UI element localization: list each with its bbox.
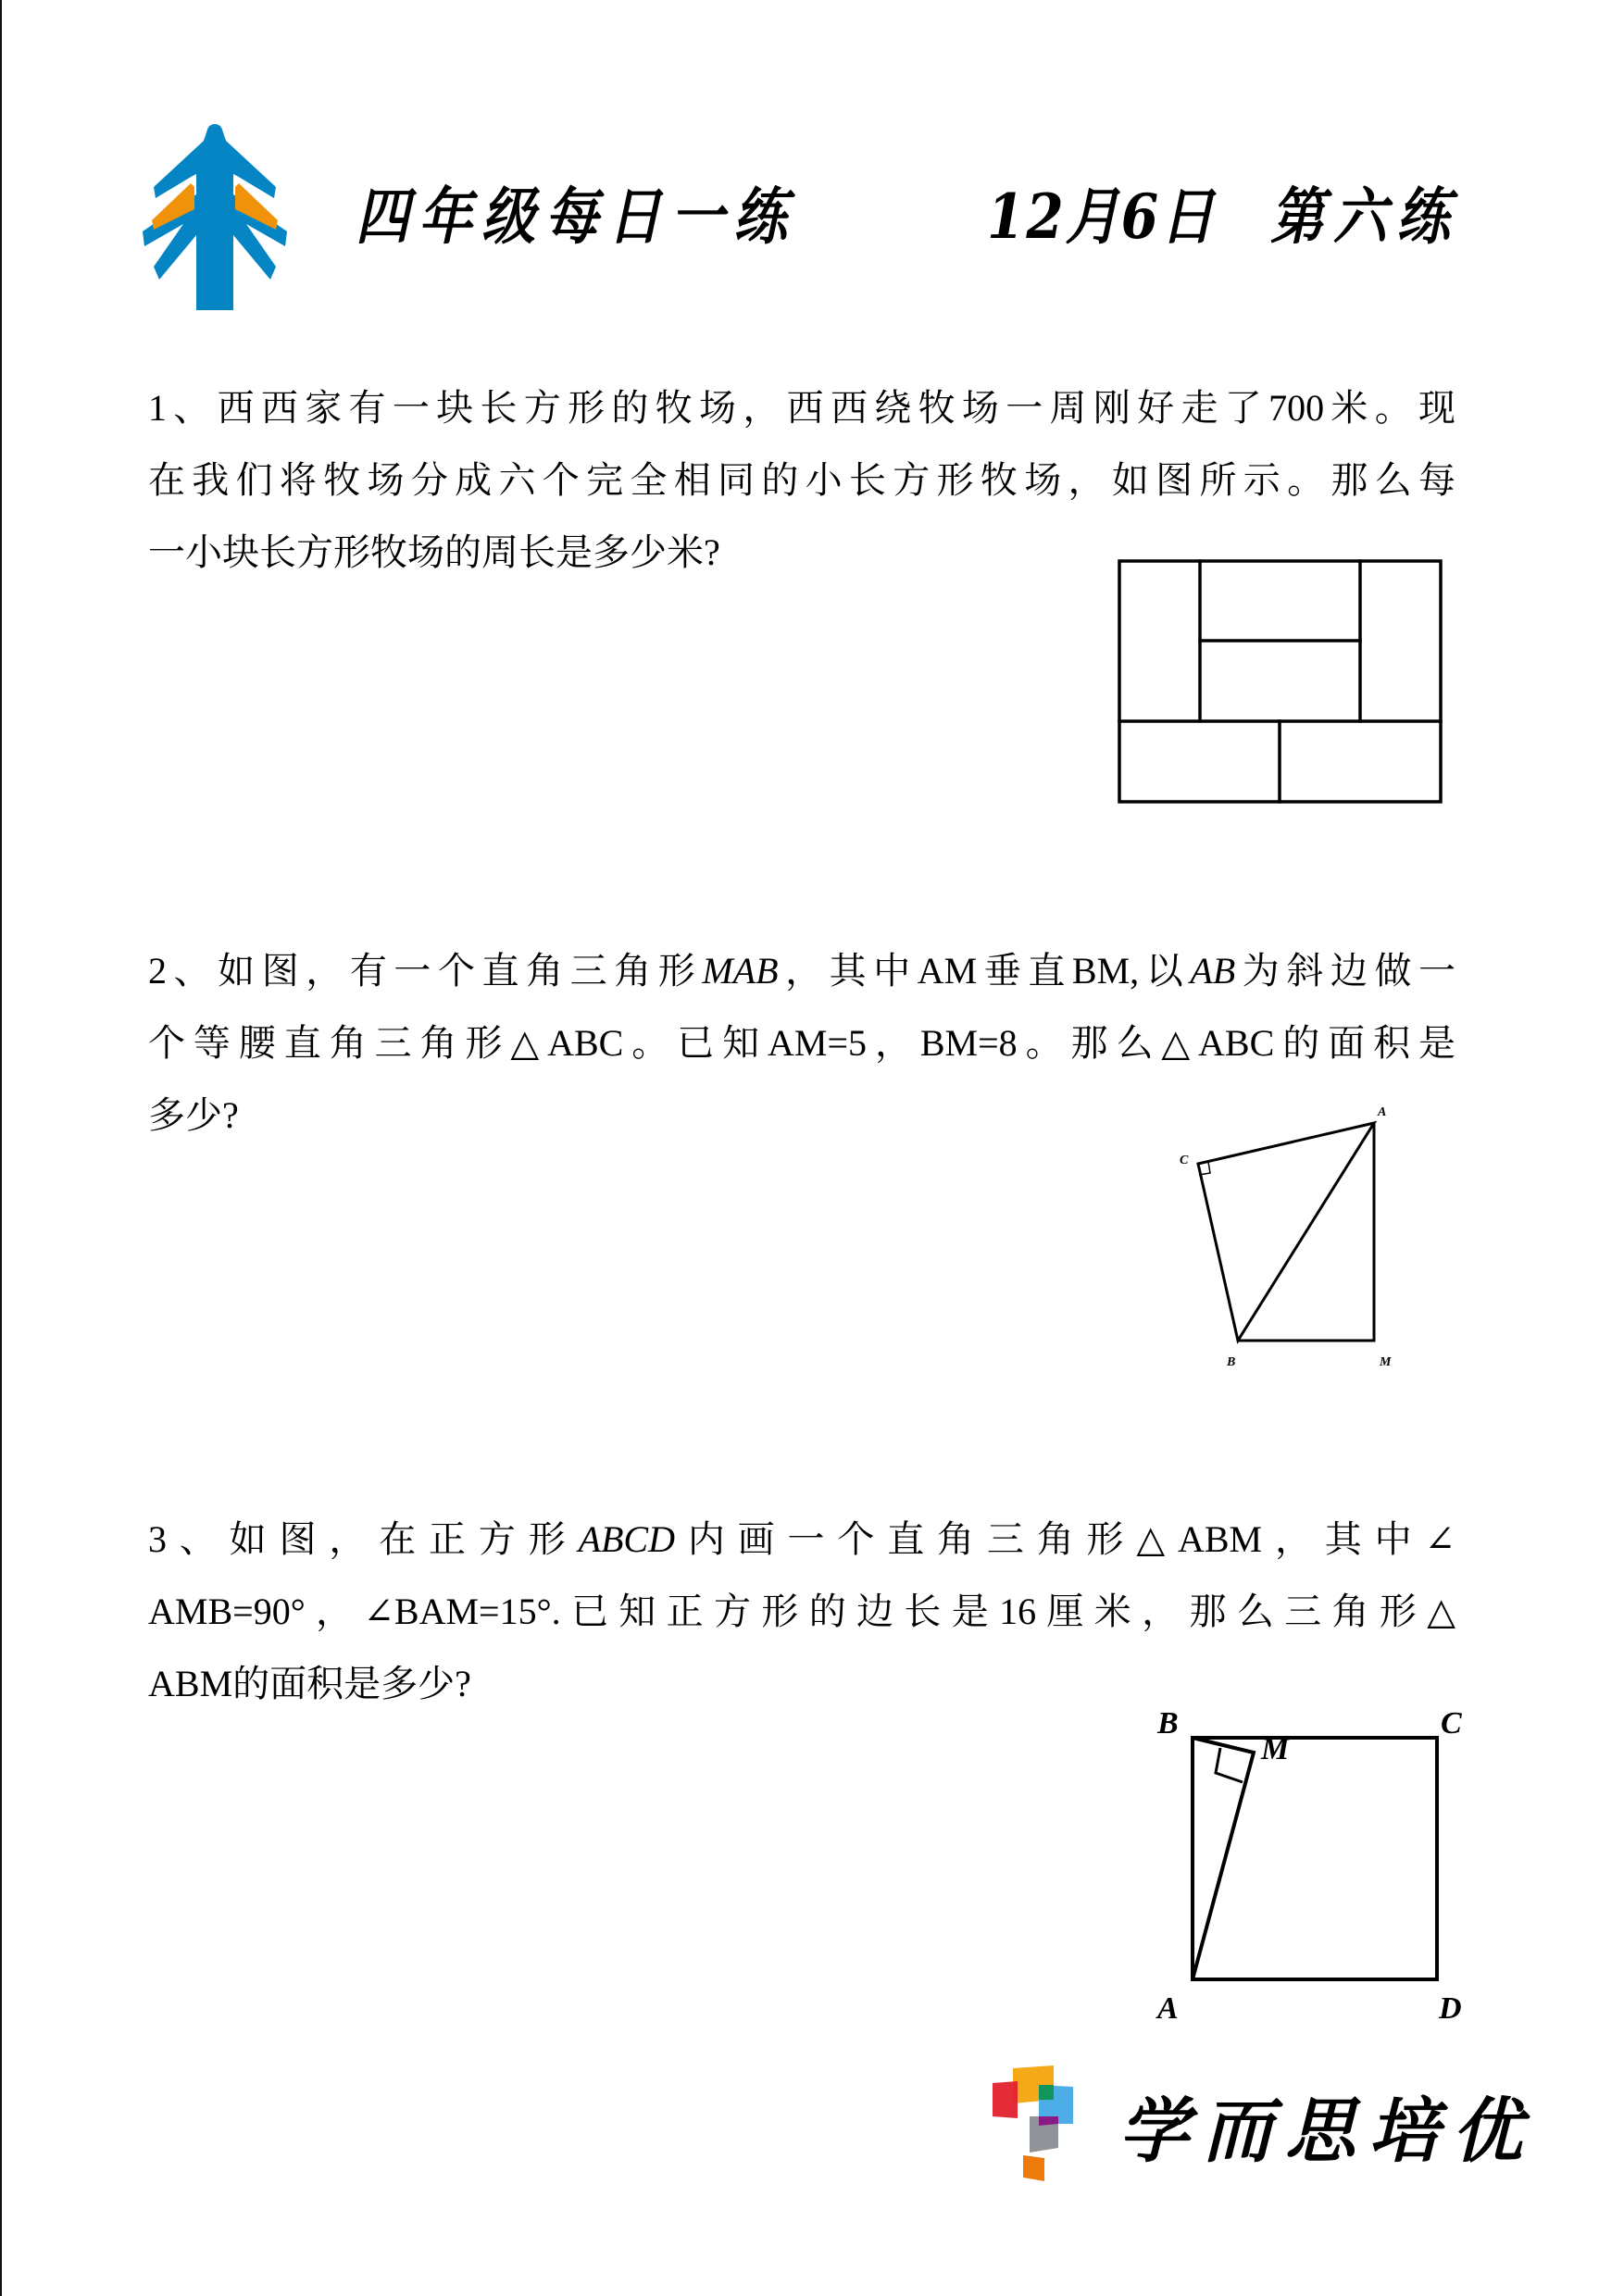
- problem-2-line: 个等腰直角三角形△ABC。已知AM=5，BM=8。那么△ABC的面积是: [148, 1022, 1455, 1064]
- page-edge: [0, 0, 2, 2296]
- text-run: 2、如图，有一个直角三角形: [148, 950, 703, 992]
- problem-1-figure: [1119, 561, 1442, 804]
- problem-3-line: [148, 1504, 1455, 1576]
- problem-3-line: AMB=90°，∠BAM=15°.已知正方形的边长是16厘米，那么三角形△: [148, 1591, 1455, 1632]
- tree-logo-icon: [130, 120, 296, 310]
- brand-name: 学而思培优: [1118, 2090, 1535, 2172]
- problem-3-figure: [1148, 1694, 1481, 2037]
- problem-3-line: ABM的面积是多少?: [148, 1663, 471, 1704]
- triangle-abm: [1193, 1738, 1254, 1979]
- text-run: 为斜边做一: [1235, 950, 1456, 992]
- triangle-abc: [1198, 1123, 1374, 1341]
- label-m: M: [1380, 1355, 1392, 1369]
- math-run: ABCD: [578, 1518, 675, 1560]
- problem-2-line: 多少?: [148, 1094, 239, 1136]
- worksheet-date: 12月6日: [987, 180, 1217, 254]
- label-a: A: [1157, 1991, 1179, 2026]
- label-m: M: [1261, 1732, 1290, 1766]
- square-abcd: [1193, 1738, 1437, 1979]
- problem-3: [148, 1504, 1455, 1720]
- label-d: D: [1439, 1991, 1462, 2026]
- label-b: B: [1227, 1355, 1236, 1369]
- problem-2-figure: [1176, 1106, 1398, 1375]
- problem-1-line: 1、西西家有一块长方形的牧场，西西绕牧场一周刚好走了700米。现: [148, 387, 1455, 429]
- label-c: C: [1180, 1154, 1189, 1167]
- label-a: A: [1378, 1105, 1387, 1119]
- problem-1-line: 一小块长方形牧场的周长是多少米?: [148, 531, 720, 573]
- math-run: AB: [1190, 950, 1236, 992]
- right-angle-mark: [1216, 1748, 1243, 1782]
- problem-1: [148, 372, 1455, 589]
- label-c: C: [1441, 1706, 1462, 1741]
- text-run: ，其中AM垂直BM,以: [778, 950, 1191, 992]
- label-b: B: [1157, 1706, 1179, 1741]
- problem-1-line: 在我们将牧场分成六个完全相同的小长方形牧场，如图所示。那么每: [148, 459, 1455, 501]
- exercise-number: 第六练: [1270, 180, 1460, 254]
- problem-2-line: [148, 935, 1455, 1007]
- math-run: MAB: [702, 950, 779, 992]
- worksheet-title: 四年级每日一练: [356, 180, 797, 254]
- text-run: 内画一个直角三角形△ABM，其中∠: [675, 1518, 1455, 1560]
- text-run: 3、如图，在正方形: [148, 1518, 579, 1560]
- xueersi-logo-icon: [989, 2063, 1081, 2188]
